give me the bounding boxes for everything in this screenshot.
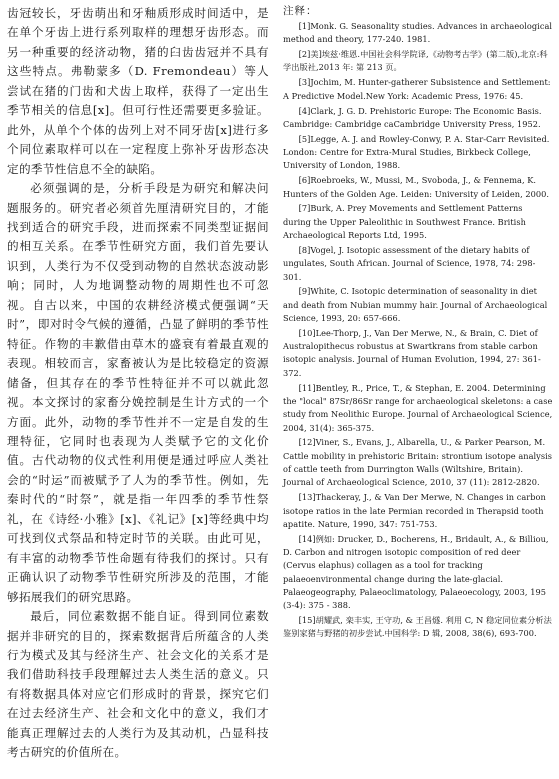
reference-item: [5]Legge, A. J. and Rowley-Conwy, P. A. Star-Carr Revisited. London: Centre for Extra-Mural Studies, Birkbeck College, University of London, 1988. <box>283 133 550 171</box>
reference-item: [9]White, C. Isotopic determination of seasonality in diet and death from Nubian mummy hair. Journal of Archaeological Science, 1993, 20: 657-666. <box>283 286 548 323</box>
reference-item: [15]胡耀武, 栾丰实, 王守功, & 王昌燧. 利用 C, N 稳定同位素分析法鉴别家猪与野猪的初步尝试.中国科学: D 辑, 2008, 38(6), 693-700. <box>283 615 552 639</box>
body-paragraph: 必须强调的是，分析手段是为研究和解决问题服务的。研究者必须首先厘清研究目的，才能找到适合的研究手段，进而探索不同类型证据间的相互关系。在季节性研究方面，我们首先要认识到，人类行为不仅受到动物的自然状态波动影响；同时，人为地调整动物的周期性也不可忽视。自古以来，中国的农耕经济模式便强调“天时”，即对时令气候的遵循，凸显了鲜明的季节性特征。作物的丰歉借由草木的盛衰有着最直观的表现。相较而言，家畜被认为是比较稳定的资源储备，但其存在的季节性特征并不可以就此忽视。本文探讨的家畜分娩控制是生计方式的一个方面。此外，动物的季节性并不一定是自发的生理特征，它同时也表现为人类赋予它的文化价值。古代动物的仪式性利用便是通过呼应人类社会的“时运”而被赋予了人为的季节性。例如，先秦时代的“时祭”，就是指一年四季的季节性祭礼，在《诗经·小雅》[x]、《礼记》[x]等经典中均可找到仪式祭品和特定时节的关联。由此可见，有丰富的动物季节性命题有待我们的探讨。只有正确认识了动物季节性研究所涉及的范围，才能够拓展我们的研究思路。 <box>7 181 269 604</box>
body-paragraph: 齿冠较长，牙齿萌出和牙釉质形成时间适中，是在单个牙齿上进行系列取样的理想牙齿形态。而另一种重要的经济动物，猪的臼齿齿冠并不具有这些特点。弗勒蒙多（D. Fremondeau）等人尝试在猪的门齿和犬齿上取样，获得了一定出生季节相关的信息[x]。但可行性还需要更多验证。此外，从单个个体的齿列上对不同牙齿[x]进行多个同位素取样可以在一定程度上弥补牙齿形态决定的季节性信息不全的缺陷。 <box>7 6 269 176</box>
reference-list <box>283 20 553 641</box>
reference-item: [14]例如: Drucker, D., Bocherens, H., Bridault, A., & Billiou, D. Carbon and nitrogen isotopic composition of red deer (Cervus elaphus) collagen as a tool for tracking palaeoenvironmental change during the late-glacial. Palaeogeography, Palaeoclimatology, Palaeoecology, 2003, 195 (3-4): 375 - 388. <box>283 533 549 611</box>
reference-item: [13]Thackeray, J., & Van Der Merwe, N. Changes in carbon isotope ratios in the late Permian recorded in Therapsid tooth apatite. Nature, 1990, 347: 751-753. <box>283 492 546 529</box>
body-paragraph: 最后，同位素数据不能自证。得到同位素数据并非研究的目的，探索数据背后所蕴含的人类行为模式及其与经济生产、社会文化的关系才是我们借助科技手段理解过去人类生活的意义。只有将数据具体对应它们形成时的背景，探究它们在过去经济生产、社会和文化中的意义，我们才能真正理解过去的人类行为及其动机，凸显科技考古研究的价值所在。 <box>7 609 269 760</box>
reference-item: [8]Vogel, J. Isotopic assessment of the dietary habits of ungulates, South African. Journal of Science, 1978, 74: 298-301. <box>283 244 536 282</box>
reference-item: [11]Bentley, R., Price, T., & Stephan, E. 2004. Determining the "local" 87Sr/86Sr range for archaeological skeletons: a case study from Neolithic Europe. Journal of Archaeological Science, 2004, 31(4): 365-375. <box>283 382 553 433</box>
reference-item: [7]Burk, A. Prey Movements and Settlement Patterns during the Upper Paleolithic in Southwest France. British Archaeological Reports Ltd, 1995. <box>283 203 526 241</box>
reference-item: [12]Viner, S., Evans, J., Albarella, U., & Parker Pearson, M. Cattle mobility in prehistoric Britain: strontium isotope analysis of cattle teeth from Durrington Walls (Wiltshire, Britain). Journal of Archaeological Science, 2010, 37 (11): 2812-2820. <box>283 437 553 488</box>
reference-item: [4]Clark, J. G. D. Prehistoric Europe: The Economic Basis. Cambridge: Cambridge caCambridge University Press, 1952. <box>283 105 542 129</box>
notes-column <box>283 4 553 642</box>
reference-item: [1]Monk. G. Seasonality studies. Advances in archaeological method and theory, 177-240. 1981. <box>283 21 553 45</box>
reference-item: [2]美]埃兹·维恩.中国社会科学院译,《动物考古学》(第二版),北京:科学出版社,2013 年: 第 213 页。 <box>283 49 548 73</box>
reference-item: [3]Jochim, M. Hunter-gatherer Subsistence and Settlement: A Predictive Model.New York: Academic Press, 1976: 45. <box>283 77 551 101</box>
notes-title: 注释： <box>283 5 318 17</box>
reference-item: [10]Lee-Thorp, J., Van Der Merwe, N., & Brain, C. Diet of Australopithecus robustus at Swartkrans from stable carbon isotopic analysis. Journal of Human Evolution, 1994, 27: 361-372. <box>283 327 541 378</box>
reference-item: [6]Roebroeks, W., Mussi, M., Svoboda, J., & Fennema, K. Hunters of the Golden Age. Leiden: University of Leiden, 2000. <box>283 175 550 199</box>
body-text-column <box>7 4 269 763</box>
